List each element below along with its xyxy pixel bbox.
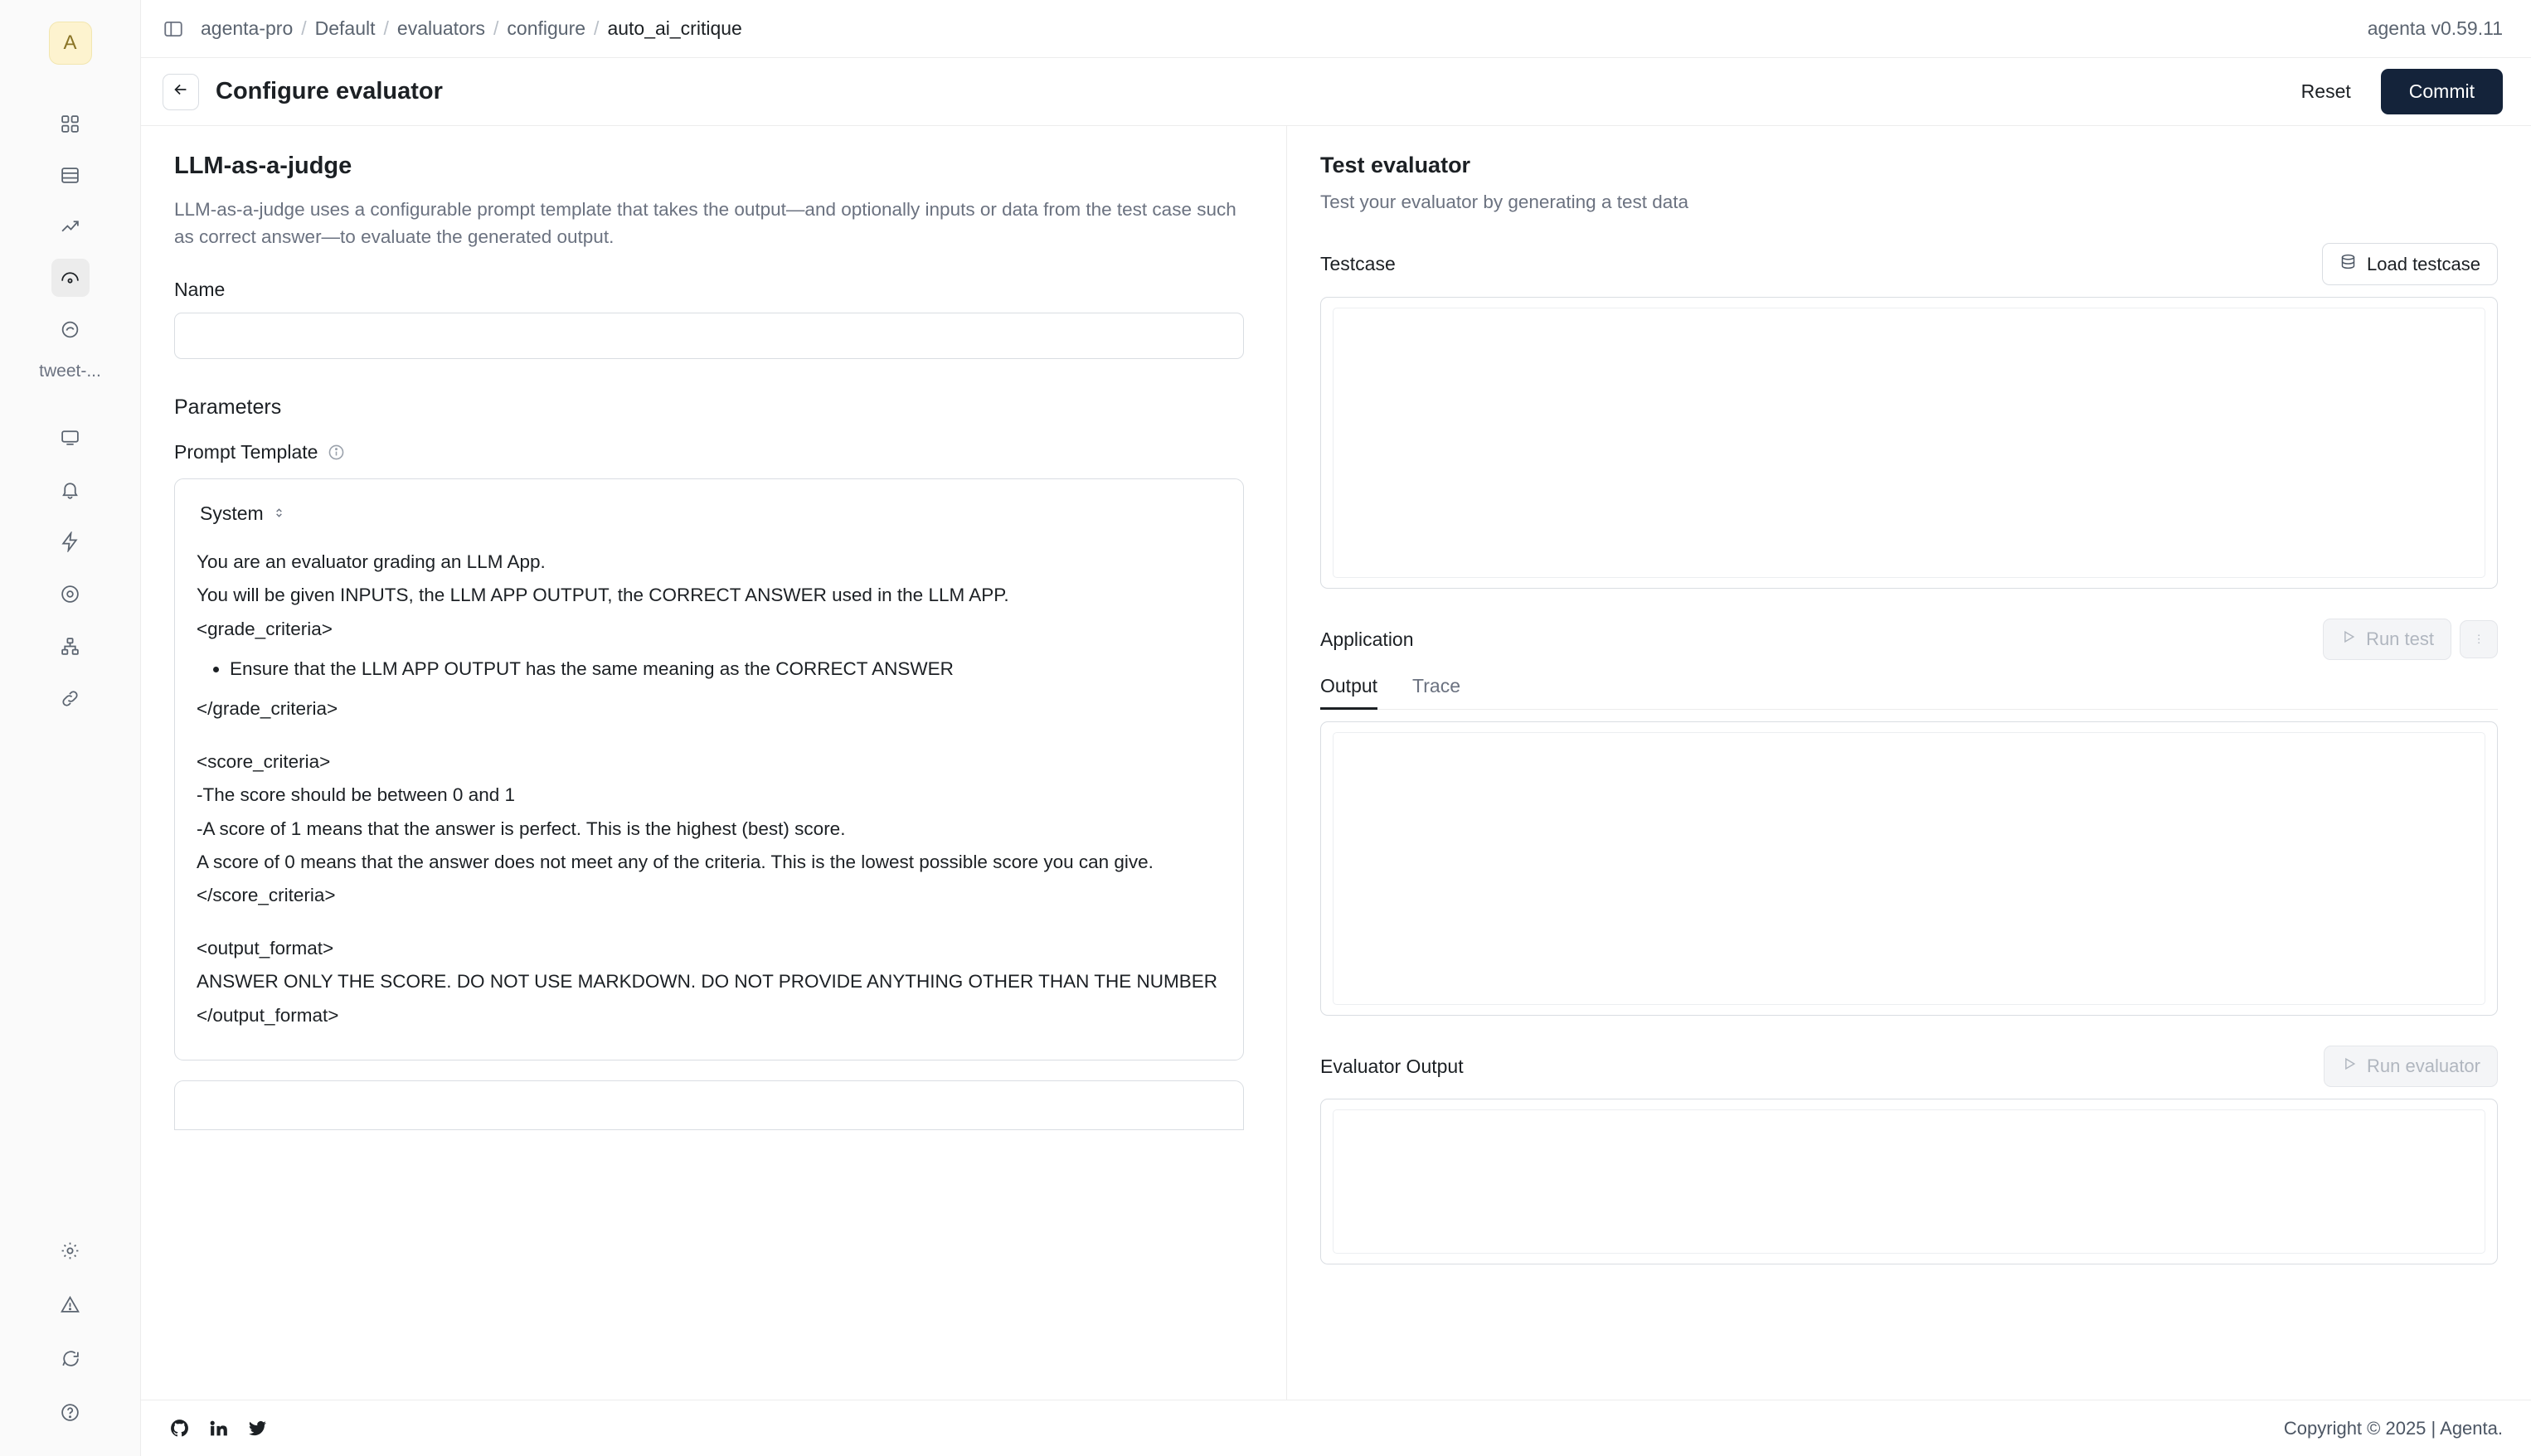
prompt-format-line-1: </output_format>	[197, 1004, 339, 1026]
prompt-format-open: <output_format>	[197, 938, 334, 959]
testcase-editor[interactable]	[1320, 297, 2498, 589]
sidebar-secondary-nav	[51, 418, 90, 717]
sidebar-item-support-chat[interactable]	[51, 1339, 90, 1377]
test-evaluator-subtitle: Test your evaluator by generating a test data	[1320, 192, 1689, 212]
run-test-more-button[interactable]	[2460, 620, 2498, 658]
prompt-format-line-0: ANSWER ONLY THE SCORE. DO NOT USE MARKDOWN. DO NOT PROVIDE ANYTHING OTHER THAN THE NUMBER	[197, 971, 1217, 993]
prompt-role-value: System	[200, 502, 264, 525]
chat-icon	[60, 1348, 80, 1369]
commit-button[interactable]: Commit	[2381, 69, 2503, 114]
sidebar-item-experiments[interactable]	[51, 310, 90, 348]
github-icon[interactable]	[169, 1418, 190, 1439]
breadcrumb-separator: /	[301, 17, 307, 39]
prompt-bullet-0: • Ensure that the LLM APP OUTPUT has the same meaning as the CORRECT ANSWER	[230, 655, 1222, 683]
breadcrumb-separator: /	[594, 17, 600, 39]
prompt-template-label: Prompt Template	[174, 441, 318, 463]
prompt-template-editor[interactable]	[174, 478, 1244, 1060]
breadcrumb-item-4[interactable]: auto_ai_critique	[607, 17, 742, 39]
evaluator-output-editor[interactable]	[1320, 1099, 2498, 1264]
sidebar-workspace-label: tweet-...	[39, 362, 101, 381]
prompt-role-select[interactable]	[197, 497, 289, 530]
apps-grid-icon	[60, 114, 80, 134]
play-icon	[2341, 1056, 2358, 1077]
prompt-line-1: You will be given INPUTS, the LLM APP OUTPUT, the CORRECT ANSWER used in the LLM APP.	[197, 585, 1009, 606]
bell-icon	[60, 479, 80, 500]
twitter-icon[interactable]	[247, 1418, 268, 1439]
sidebar-item-testsets[interactable]	[51, 156, 90, 194]
prompt-template-text	[197, 548, 1222, 1029]
database-icon	[2339, 253, 2357, 275]
application-tabs	[1320, 675, 2498, 710]
application-actions	[2323, 619, 2498, 660]
header-actions	[2291, 69, 2503, 114]
breadcrumb	[201, 17, 742, 40]
run-test-button[interactable]	[2323, 619, 2451, 660]
prompt-bullets	[197, 655, 1222, 683]
breadcrumb-separator: /	[493, 17, 499, 39]
parameters-label: Parameters	[174, 396, 282, 420]
breadcrumb-item-0[interactable]: agenta-pro	[201, 17, 294, 39]
linkedin-icon[interactable]	[208, 1418, 229, 1439]
prompt-score-line-3: </score_criteria>	[197, 884, 336, 905]
main-area	[141, 0, 2531, 1456]
sidebar-item-settings[interactable]	[51, 1231, 90, 1269]
sidebar-item-notifications[interactable]	[51, 470, 90, 508]
footer-social-links	[169, 1418, 268, 1439]
breadcrumb-separator: /	[383, 17, 389, 39]
sidebar-item-targets[interactable]	[51, 575, 90, 613]
app-version: agenta v0.59.11	[2367, 17, 2503, 39]
breadcrumb-item-1[interactable]: Default	[314, 17, 376, 39]
prompt-template-label-row	[174, 441, 1253, 463]
sidebar-bottom-nav	[51, 1231, 90, 1456]
gear-icon	[60, 1240, 80, 1261]
sidebar-item-evaluators[interactable]	[51, 259, 90, 297]
evaluator-config-pane	[141, 126, 1287, 1400]
output-editor[interactable]	[1320, 721, 2498, 1016]
run-test-label: Run test	[2366, 629, 2434, 649]
sidebar	[0, 0, 141, 1456]
tab-trace[interactable]: Trace	[1412, 675, 1460, 696]
bolt-icon	[60, 531, 80, 552]
evaluator-title: LLM-as-a-judge	[174, 153, 352, 179]
database-icon	[60, 165, 80, 186]
help-icon	[60, 1402, 80, 1423]
prompt-line-0: You are an evaluator grading an LLM App.	[197, 551, 546, 573]
prompt-line-2: <grade_criteria>	[197, 618, 333, 639]
evaluator-description: LLM-as-a-judge uses a configurable prompt template that takes the output—and optionally inputs or data from the test case such as correct answer—to evaluate the generated output.	[174, 199, 1236, 247]
more-vertical-icon: ⋮	[2473, 633, 2485, 645]
info-icon[interactable]	[328, 444, 345, 461]
sidebar-item-deployments[interactable]	[51, 418, 90, 456]
sidebar-primary-nav	[0, 104, 140, 348]
page-title: Configure evaluator	[216, 78, 443, 104]
run-evaluator-label: Run evaluator	[2367, 1056, 2480, 1076]
tab-output[interactable]: Output	[1320, 675, 1377, 709]
reset-button[interactable]: Reset	[2291, 72, 2361, 111]
evaluator-output-label: Evaluator Output	[1320, 1055, 1464, 1077]
output-editor-surface[interactable]	[1333, 732, 2485, 1005]
test-evaluator-pane	[1287, 126, 2531, 1400]
play-icon	[2340, 629, 2357, 650]
panel-toggle-icon[interactable]	[163, 18, 184, 40]
avatar[interactable]	[49, 22, 92, 65]
flask-icon	[60, 319, 80, 340]
testcase-label: Testcase	[1320, 253, 1396, 274]
copyright-text: Copyright © 2025 | Agenta.	[2283, 1417, 2503, 1439]
link-icon	[60, 688, 80, 709]
load-testcase-label: Load testcase	[2367, 253, 2480, 274]
application-label: Application	[1320, 628, 1414, 650]
prompt-score-line-2: A score of 0 means that the answer does not meet any of the criteria. This is the lowest possible score you can give.	[197, 851, 1154, 872]
deployment-icon	[60, 427, 80, 448]
prompt-score-line-0: -The score should be between 0 and 1	[197, 784, 516, 806]
run-evaluator-button[interactable]	[2324, 1046, 2498, 1087]
evaluators-icon	[60, 268, 80, 289]
chevron-updown-icon	[272, 502, 286, 525]
application-header	[1320, 619, 2498, 660]
prompt-template-editor-secondary[interactable]	[174, 1080, 1244, 1130]
evaluator-output-header	[1320, 1046, 2498, 1087]
prompt-score-open: <score_criteria>	[197, 751, 331, 773]
sidebar-item-analytics[interactable]	[51, 207, 90, 245]
page-header	[141, 58, 2531, 126]
testcase-header	[1320, 243, 2498, 285]
breadcrumb-item-3[interactable]: configure	[507, 17, 586, 39]
sidebar-item-hierarchy[interactable]	[51, 627, 90, 665]
content-area	[141, 126, 2531, 1400]
testcase-editor-surface[interactable]	[1333, 308, 2485, 578]
back-button[interactable]	[163, 74, 199, 110]
hierarchy-icon	[60, 636, 80, 657]
footer	[141, 1400, 2531, 1456]
target-icon	[60, 584, 80, 604]
sidebar-item-apps[interactable]	[51, 104, 90, 143]
sidebar-item-alerts[interactable]	[51, 1285, 90, 1323]
arrow-left-icon	[172, 80, 190, 103]
sidebar-item-help[interactable]	[51, 1393, 90, 1431]
avatar-initial: A	[63, 32, 77, 54]
breadcrumb-item-2[interactable]: evaluators	[396, 17, 486, 39]
analytics-icon	[60, 216, 80, 237]
prompt-score-line-1: -A score of 1 means that the answer is perfect. This is the highest (best) score.	[197, 818, 846, 839]
name-label: Name	[174, 279, 226, 301]
sidebar-item-integrations[interactable]	[51, 679, 90, 717]
warning-icon	[60, 1294, 80, 1315]
evaluator-output-editor-surface[interactable]	[1333, 1109, 2485, 1254]
name-input[interactable]	[174, 313, 1244, 359]
top-bar	[141, 0, 2531, 58]
load-testcase-button[interactable]	[2322, 243, 2498, 285]
test-evaluator-title: Test evaluator	[1320, 153, 1471, 177]
prompt-close-grade: </grade_criteria>	[197, 698, 338, 719]
sidebar-item-automations[interactable]	[51, 522, 90, 561]
